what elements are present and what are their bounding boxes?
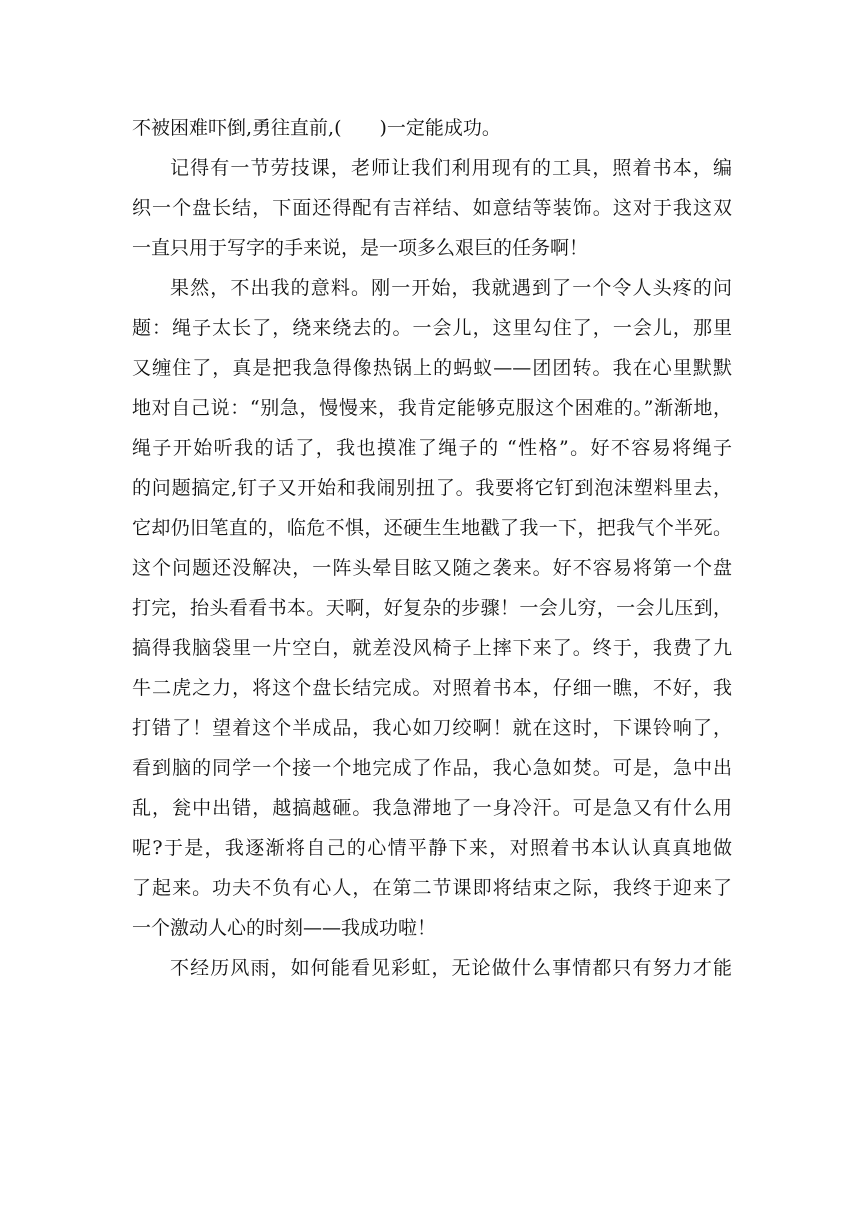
paragraph-2 [132, 148, 732, 268]
text-line: 绳子开始听我的话了，我也摸准了绳子的 “性格”。好不容易将绳子 [132, 437, 732, 459]
text-line: 搞得我脑袋里一片空白，就差没风椅子上摔下来了。终于，我费了九 [132, 637, 732, 659]
text-line: 的问题搞定,钉子又开始和我闹别扭了。我要将它钉到泡沫塑料里去， [132, 477, 732, 499]
text-line: 牛二虎之力，将这个盘长结完成。对照着书本，仔细一瞧，不好，我 [132, 677, 732, 699]
text-line: 记得有一节劳技课，老师让我们利用现有的工具，照着书本，编 [170, 157, 732, 179]
paragraph-1 [132, 108, 732, 148]
text-line: 又缠住了，真是把我急得像热锅上的蚂蚁——团团转。我在心里默默 [132, 357, 732, 379]
essay-text [132, 108, 732, 988]
text-line: 题：绳子太长了，绕来绕去的。一会儿，这里勾住了，一会儿，那里 [132, 317, 732, 339]
paragraph-3 [132, 268, 732, 948]
text-line: 一直只用于写字的手来说，是一项多么艰巨的任务啊！ [132, 237, 589, 259]
text-line: 果然，不出我的意料。刚一开始，我就遇到了一个令人头疼的问 [170, 277, 732, 299]
text-line: 乱，瓮中出错，越搞越砸。我急滞地了一身冷汗。可是急又有什么用 [132, 797, 732, 819]
text-line: 打完，抬头看看书本。天啊，好复杂的步骤！一会儿穷，一会儿压到， [132, 597, 732, 619]
text-line: 不经历风雨，如何能看见彩虹，无论做什么事情都只有努力才能 [170, 957, 732, 979]
text-line: 呢?于是，我逐渐将自己的心情平静下来，对照着书本认认真真地做 [132, 837, 732, 859]
text-line: 织一个盘长结，下面还得配有吉祥结、如意结等装饰。这对于我这双 [132, 197, 732, 219]
paragraph-4 [132, 948, 732, 988]
text-line: 看到脑的同学一个接一个地完成了作品，我心急如焚。可是，急中出 [132, 757, 732, 779]
text-line: 这个问题还没解决，一阵头晕目眩又随之袭来。好不容易将第一个盘 [132, 557, 732, 579]
text-line: 它却仍旧笔直的，临危不惧，还硬生生地戳了我一下，把我气个半死。 [132, 517, 732, 539]
text-line: 不被困难吓倒,勇往直前,( )一定能成功。 [132, 117, 501, 139]
text-line: 一个激动人心的时刻——我成功啦！ [132, 917, 437, 939]
text-line: 了起来。功夫不负有心人，在第二节课即将结束之际，我终于迎来了 [132, 877, 732, 899]
text-line: 打错了！望着这个半成品，我心如刀绞啊！就在这时，下课铃响了， [132, 717, 732, 739]
text-line: 地对自己说：“别急，慢慢来，我肯定能够克服这个困难的。”渐渐地， [132, 397, 732, 419]
